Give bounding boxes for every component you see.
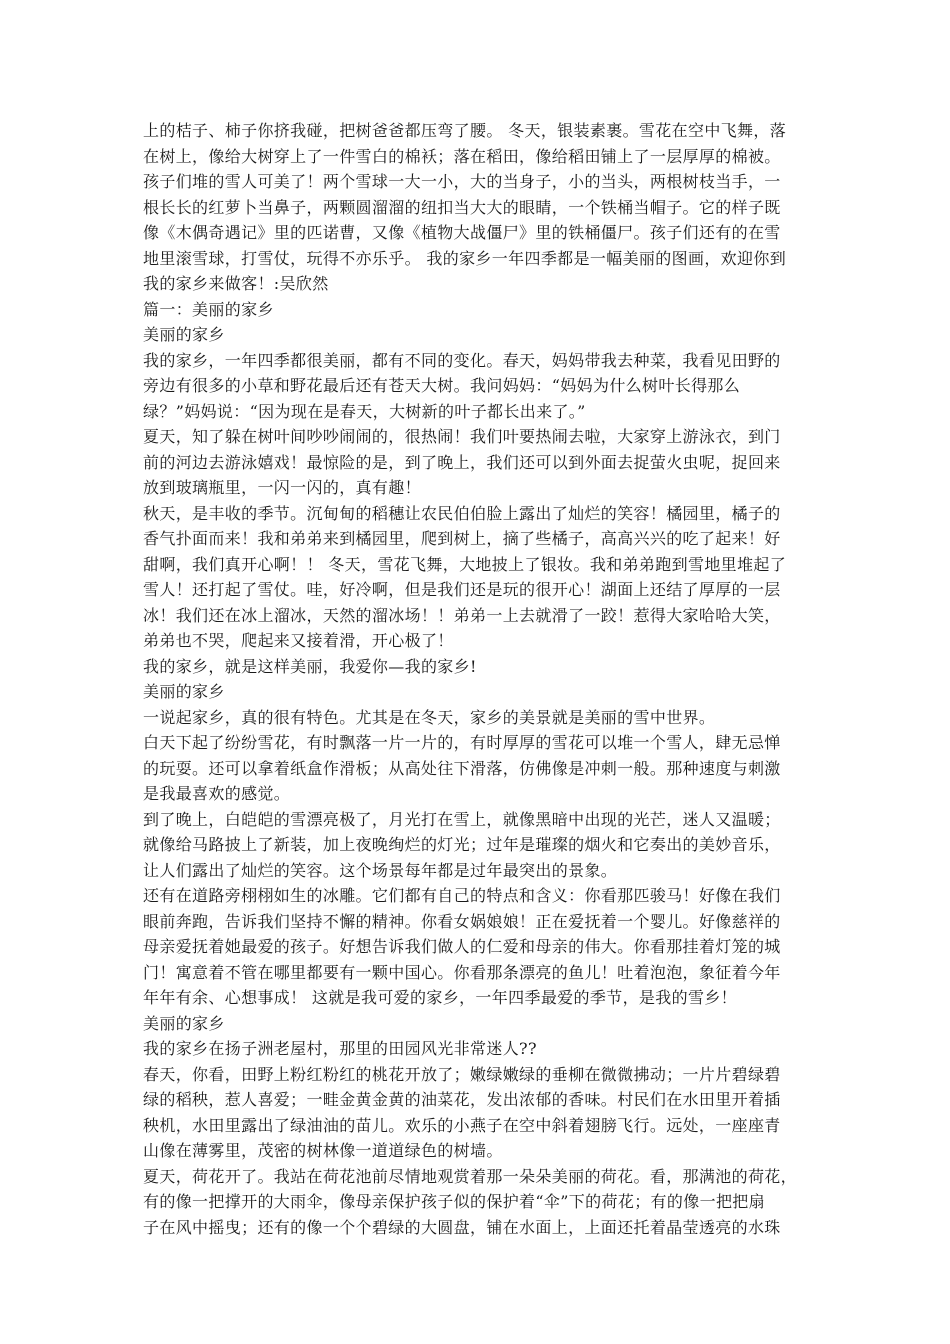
text-line: 甜啊，我们真开心啊！！ 冬天，雪花飞舞，大地披上了银妆。我和弟弟跑到雪地里堆起了	[143, 554, 787, 574]
text-line: 根长长的红萝卜当鼻子，两颗圆溜溜的纽扣当大大的眼睛，一个铁桶当帽子。它的样子既	[143, 197, 781, 217]
text-line: 还有在道路旁栩栩如生的冰雕。它们都有自己的特点和含义：你看那匹骏马！好像在我们	[143, 886, 781, 905]
text-line: 山像在薄雾里，茂密的树林像一道道绿色的树墙。	[143, 1141, 503, 1160]
text-line: 母亲爱抚着她最爱的孩子。好想告诉我们做人的仁爱和母亲的伟大。你看那挂着灯笼的城	[143, 937, 781, 956]
text-line: 旁边有很多的小草和野花最后还有苍天大树。我问妈妈：“妈妈为什么树叶长得那么	[143, 376, 741, 395]
text-line: 上的桔子、柿子你挤我碰，把树爸爸都压弯了腰。 冬天，银装素裹。雪花在空中飞舞，落	[143, 121, 787, 140]
text-line: 美丽的家乡	[143, 682, 225, 701]
text-line: 让人们露出了灿烂的笑容。这个场景每年都是过年最突出的景象。	[143, 860, 618, 880]
text-line: 冰！我们还在冰上溜冰，天然的溜冰场！！弟弟一上去就滑了一跤！惹得大家哈哈大笑，	[143, 605, 781, 625]
text-line: 篇一：美丽的家乡	[143, 299, 274, 319]
text-line: 香气扑面而来！我和弟弟来到橘园里，爬到树上，摘了些橘子，高高兴兴的吃了起来！好	[143, 529, 781, 548]
text-line: 雪人！还打起了雪仗。哇，好冷啊，但是我们还是玩的很开心！湖面上还结了厚厚的一层	[143, 580, 781, 599]
text-line: 我的家乡在扬子洲老屋村，那里的田园风光非常迷人??	[143, 1039, 537, 1058]
text-line: 美丽的家乡	[143, 325, 225, 344]
text-line: 的玩耍。还可以拿着纸盒作滑板；从高处往下滑落，仿佛像是冲刺一般。那种速度与刺激	[143, 758, 781, 778]
text-line: 弟弟也不哭，爬起来又接着滑，开心极了！	[143, 631, 454, 650]
text-line: 到了晚上，白皑皑的雪漂亮极了，月光打在雪上，就像黑暗中出现的光芒，迷人又温暖；	[143, 809, 781, 829]
text-line: 就像给马路披上了新装，加上夜晚绚烂的灯光；过年是璀璨的烟火和它奏出的美妙音乐，	[143, 835, 781, 854]
text-line: 一说起家乡，真的很有特色。尤其是在冬天，家乡的美景就是美丽的雪中世界。	[143, 707, 716, 727]
text-line: 孩子们堆的雪人可美了！两个雪球一大一小，大的当身子，小的当头，两根树枝当手，一	[143, 172, 781, 191]
text-line: 夏天，荷花开了。我站在荷花池前尽情地观赏着那一朵朵美丽的荷花。看，那满池的荷花，	[143, 1166, 798, 1186]
text-line: 眼前奔跑，告诉我们坚持不懈的精神。你看女娲娘娘！正在爱抚着一个婴儿。好像慈祥的	[143, 911, 781, 931]
text-line: 我的家乡来做客！:吴欣然	[143, 274, 329, 293]
text-line: 子在风中摇曳；还有的像一个个碧绿的大圆盘，铺在水面上，上面还托着晶莹透亮的水珠	[143, 1217, 781, 1237]
text-line: 有的像一把撑开的大雨伞，像母亲保护孩子似的保护着“伞”下的荷花；有的像一把把扇	[143, 1192, 766, 1211]
text-line: 我的家乡，就是这样美丽，我爱你—我的家乡!	[143, 656, 477, 676]
text-line: 绿？”妈妈说：“因为现在是春天，大树新的叶子都长出来了。”	[143, 401, 586, 421]
text-line: 绿的稻秧，惹人喜爱；一畦金黄金黄的油菜花，发出浓郁的香味。村民们在水田里开着插	[143, 1090, 781, 1109]
text-line: 像《木偶奇遇记》里的匹诺曹，又像《植物大战僵尸》里的铁桶僵尸。孩子们还有的在雪	[143, 223, 781, 242]
text-line: 秧机，水田里露出了绿油油的苗儿。欢乐的小燕子在空中斜着翅膀飞行。远处，一座座青	[143, 1115, 781, 1135]
text-line: 门！寓意着不管在哪里都要有一颗中国心。你看那条漂亮的鱼儿！吐着泡泡，象征着今年	[143, 962, 781, 982]
text-line: 秋天，是丰收的季节。沉甸甸的稻穗让农民伯伯脸上露出了灿烂的笑容！橘园里，橘子的	[143, 503, 781, 523]
text-line: 年年有余、心想事成！ 这就是我可爱的家乡，一年四季最爱的季节，是我的雪乡！	[143, 988, 738, 1007]
document-page	[143, 118, 823, 1240]
text-line: 春天，你看，田野上粉红粉红的桃花开放了；嫩绿嫩绿的垂柳在微微拂动；一片片碧绿碧	[143, 1064, 781, 1084]
text-line: 放到玻璃瓶里，一闪一闪的，真有趣！	[143, 478, 421, 497]
text-line: 前的河边去游泳嬉戏！最惊险的是，到了晚上，我们还可以到外面去捉萤火虫呢，捉回来	[143, 452, 781, 472]
text-line: 在树上，像给大树穿上了一件雪白的棉袄；落在稻田，像给稻田铺上了一层厚厚的棉被。	[143, 146, 781, 166]
text-line: 白天下起了纷纷雪花，有时飘落一片一片的，有时厚厚的雪花可以堆一个雪人，肆无忌惮	[143, 733, 781, 752]
text-line: 是我最喜欢的感觉。	[143, 784, 291, 803]
text-line: 地里滚雪球，打雪仗，玩得不亦乐乎。 我的家乡一年四季都是一幅美丽的图画，欢迎你到	[143, 248, 787, 268]
text-line: 美丽的家乡	[143, 1013, 225, 1033]
text-line: 我的家乡，一年四季都很美丽，都有不同的变化。春天，妈妈带我去种菜，我看见田野的	[143, 350, 781, 370]
text-line: 夏天，知了躲在树叶间吵吵闹闹的，很热闹！我们叶要热闹去啦，大家穿上游泳衣，到门	[143, 427, 781, 446]
